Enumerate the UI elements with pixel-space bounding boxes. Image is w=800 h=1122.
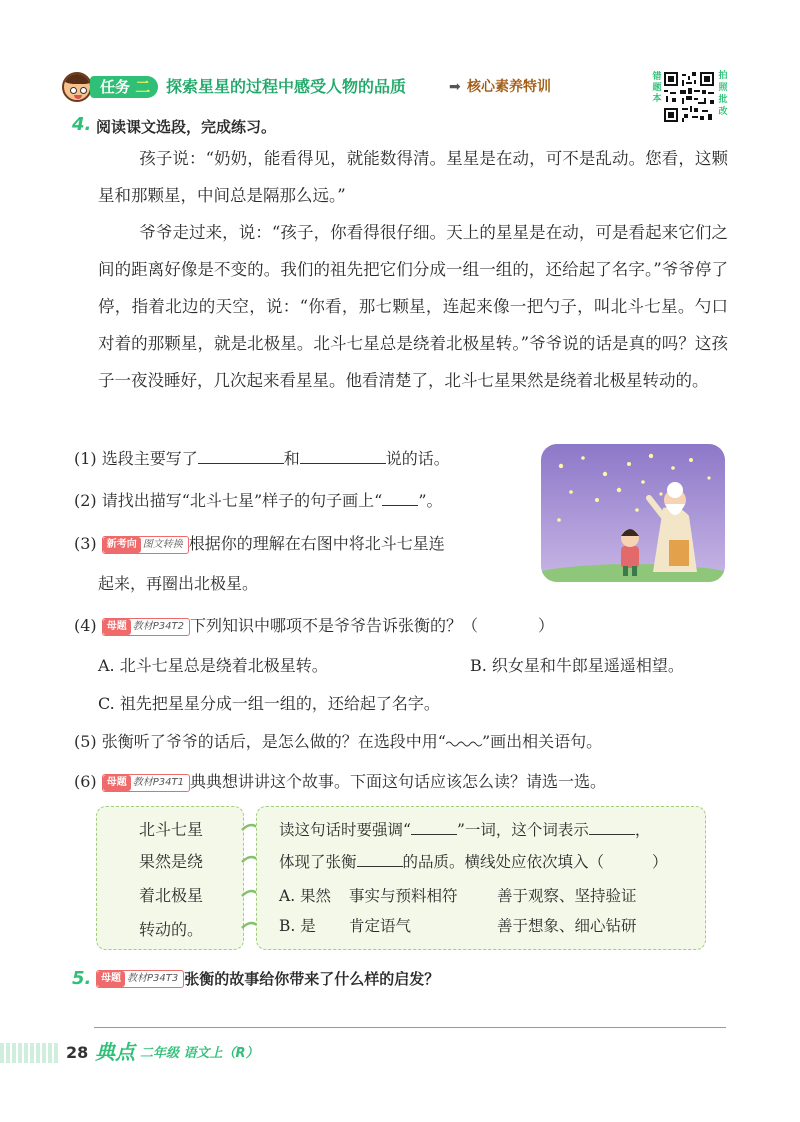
qr-left-label: 错题本: [652, 72, 662, 104]
prompt-option-b[interactable]: [279, 915, 637, 937]
question-number: 4.: [72, 114, 92, 135]
question-title: 阅读课文选段，完成练习。: [96, 118, 277, 136]
underline-sample: [382, 490, 418, 506]
sentence-line: 果然是绕: [139, 852, 204, 871]
reading-passage: [98, 140, 728, 399]
sub-text: ”画出相关语句。: [481, 732, 603, 751]
brand-logo: 典点: [95, 1040, 135, 1064]
task-badge: [90, 76, 158, 98]
option-quality: 善于观察、坚持验证: [497, 887, 637, 905]
option-meaning: 事实与预料相符: [349, 887, 458, 905]
option-meaning: 肯定语气: [349, 917, 412, 935]
sub-number: (1): [74, 449, 97, 468]
tag-note: 教材P34T1: [132, 777, 184, 788]
sub-question-6: [74, 770, 606, 794]
passage-paragraph: 孩子说：“奶奶，能看得见，就能数得清。星星是在动，可不是乱动。您看，这颗星和那颗星，中间总是隔那么远。”: [98, 149, 728, 205]
passage-paragraph: 爷爷走过来，说：“孩子，你看得很仔细。天上的星星是在动，可是看起来它们之间的距离好像是不变的。我们的祖先把它们分成一组一组的，还给起了名字。”爷爷停了停，指着北边的天空，说：“你看，那七颗星，连起来像一把勺子，叫北斗七星。勺口对着的那颗星，就是北极星。北斗七星总是绕着北极星转。”爷爷说的话是真的吗？这孩子一夜没睡好，几次起来看星星。他看清楚了，北斗七星果然是绕着北极星转动的。: [98, 223, 728, 390]
arrow-icon: ➡: [449, 79, 461, 95]
qr-code-icon[interactable]: [664, 72, 714, 122]
wavy-line-icon: [446, 735, 482, 747]
sub-text: ）: [538, 616, 555, 635]
footer-info: 二年级 语文上（R）: [140, 1046, 259, 1061]
mascot-icon: [62, 72, 92, 102]
question-5-line: [96, 968, 439, 989]
answer-blank[interactable]: [198, 448, 284, 464]
section-subtitle: 核心素养特训: [467, 79, 551, 95]
task-number: 二: [135, 78, 151, 96]
answer-blank[interactable]: [300, 448, 386, 464]
prompt-text: ”一词，这个词表示: [456, 821, 589, 839]
sub-text: 选段主要写了: [101, 449, 198, 468]
option-b[interactable]: B. 织女星和牛郎星遥遥相望。: [470, 656, 684, 675]
sub-text: 张衡听了爷爷的话后，是怎么做的？在选段中用“: [101, 732, 446, 751]
prompt-line-1: [279, 819, 650, 841]
sub-question-3-cont: 起来，再圈出北极星。: [98, 574, 259, 593]
page-number: 28: [66, 1043, 89, 1062]
sub-number: (5): [74, 732, 97, 751]
sub-question-4: [74, 614, 554, 638]
answer-blank[interactable]: [411, 819, 457, 835]
prompt-text: ，: [634, 821, 651, 839]
sub-text: 典典想讲讲这个故事。下面这句话应该怎么读？请选一选。: [190, 772, 607, 791]
question-title: 张衡的故事给你带来了什么样的启发？: [184, 970, 440, 988]
sentence-line: 转动的。: [139, 920, 204, 939]
answer-blank[interactable]: [589, 819, 635, 835]
sub-text: 请找出描写“北斗七星”样子的句子画上“: [101, 491, 383, 510]
tag-note: 教材P34T2: [132, 621, 184, 632]
sub-text: 根据你的理解在右图中将北斗七星连: [188, 534, 445, 553]
question-number: 5.: [72, 968, 92, 989]
section-title: 探索星星的过程中感受人物的品质: [166, 77, 407, 96]
option-c[interactable]: C. 祖先把星星分成一组一组的，还给起了名字。: [98, 694, 440, 713]
answer-blank[interactable]: [357, 851, 403, 867]
sub-number: (4): [74, 616, 97, 635]
grandpa-child-stars-illustration[interactable]: [541, 444, 725, 582]
tag-badge: [96, 970, 184, 988]
sentence-card: [96, 806, 244, 950]
tag-label: 母题: [103, 619, 131, 635]
qr-right-label: 拍照批改: [718, 71, 728, 117]
tag-note: 教材P34T3: [127, 973, 179, 984]
sub-question-2: [74, 489, 443, 513]
sub-question-5: [74, 730, 602, 754]
sub-text: ”。: [418, 491, 443, 510]
sub-question-1: [74, 447, 450, 471]
tag-label: 新考向: [103, 537, 141, 553]
sub-text: 说的话。: [385, 449, 450, 468]
prompt-text: 的品质。横线处应依次填入（: [402, 853, 605, 871]
task-label: 任务: [100, 78, 131, 96]
page-header: [62, 72, 642, 102]
footer-stripe: [0, 1043, 58, 1063]
sub-number: (3): [74, 534, 97, 553]
prompt-text: 体现了张衡: [279, 853, 357, 871]
prompt-line-2: [279, 851, 668, 873]
option-word: A. 果然: [279, 887, 332, 905]
tag-note: 图文转换: [142, 539, 183, 550]
sentence-line: 北斗七星: [139, 820, 204, 839]
prompt-text: ）: [652, 853, 668, 871]
sub-text: 和: [283, 449, 300, 468]
tag-badge: [102, 536, 189, 554]
prompt-option-a[interactable]: [279, 885, 637, 907]
footer-divider: [94, 1027, 726, 1028]
sentence-line: 着北极星: [139, 886, 204, 905]
tag-label: 母题: [103, 775, 131, 791]
tag-label: 母题: [97, 971, 125, 987]
sub-text: 下列知识中哪项不是爷爷告诉张衡的？（: [190, 616, 479, 635]
option-a[interactable]: A. 北斗七星总是绕着北极星转。: [98, 656, 328, 675]
tag-badge: [102, 774, 190, 792]
option-word: B. 是: [279, 917, 316, 935]
sub-number: (6): [74, 772, 97, 791]
tag-badge: [102, 618, 190, 636]
option-quality: 善于想象、细心钻研: [497, 917, 637, 935]
sub-number: (2): [74, 491, 97, 510]
sub-question-3: [74, 532, 445, 556]
prompt-text: 读这句话时要强调“: [279, 821, 411, 839]
prompt-card: [256, 806, 706, 950]
